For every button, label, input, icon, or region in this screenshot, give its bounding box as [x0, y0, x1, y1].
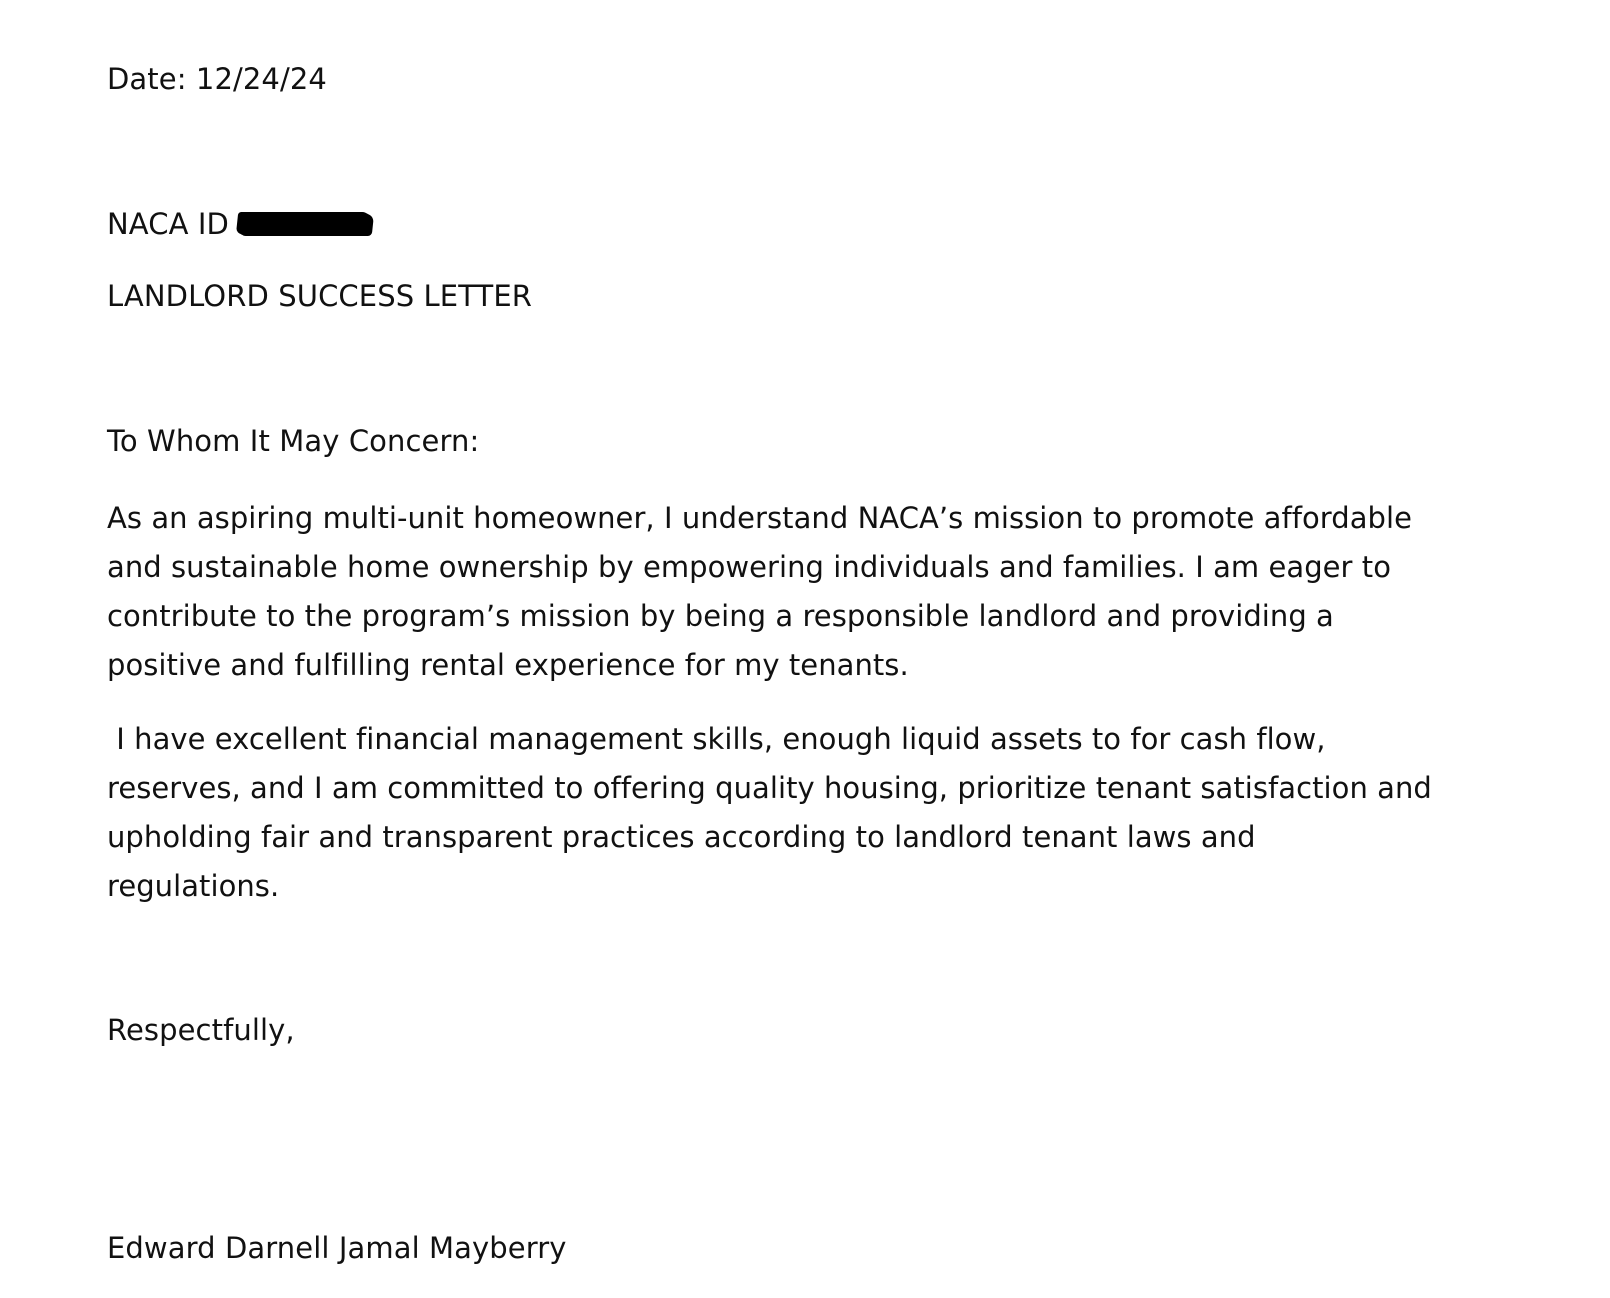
letter-title: LANDLORD SUCCESS LETTER	[107, 279, 532, 313]
naca-id-label: NACA ID	[107, 207, 229, 241]
closing: Respectfully,	[107, 1013, 295, 1047]
date-line: Date: 12/24/24	[107, 62, 327, 96]
paragraph-2	[107, 715, 1527, 911]
paragraph-2-line: reserves, and I am committed to offering quality housing, prioritize tenant satisfaction and	[107, 771, 1432, 805]
redaction-mark	[238, 213, 372, 235]
salutation: To Whom It May Concern:	[107, 424, 480, 458]
paragraph-1	[107, 494, 1527, 690]
paragraph-1-line: and sustainable home ownership by empowering individuals and families. I am eager to	[107, 550, 1391, 584]
paragraph-1-line: As an aspiring multi-unit homeowner, I understand NACA’s mission to promote affordable	[107, 501, 1412, 535]
paragraph-2-line: regulations.	[107, 869, 280, 903]
naca-id-line	[107, 207, 371, 241]
paragraph-2-line: I have excellent financial management skills, enough liquid assets to for cash flow,	[107, 722, 1326, 756]
paragraph-2-line: upholding fair and transparent practices according to landlord tenant laws and	[107, 820, 1256, 854]
signer-name: Edward Darnell Jamal Mayberry	[107, 1231, 567, 1265]
paragraph-1-line: positive and fulfilling rental experience for my tenants.	[107, 648, 909, 682]
paragraph-1-line: contribute to the program’s mission by being a responsible landlord and providing a	[107, 599, 1334, 633]
